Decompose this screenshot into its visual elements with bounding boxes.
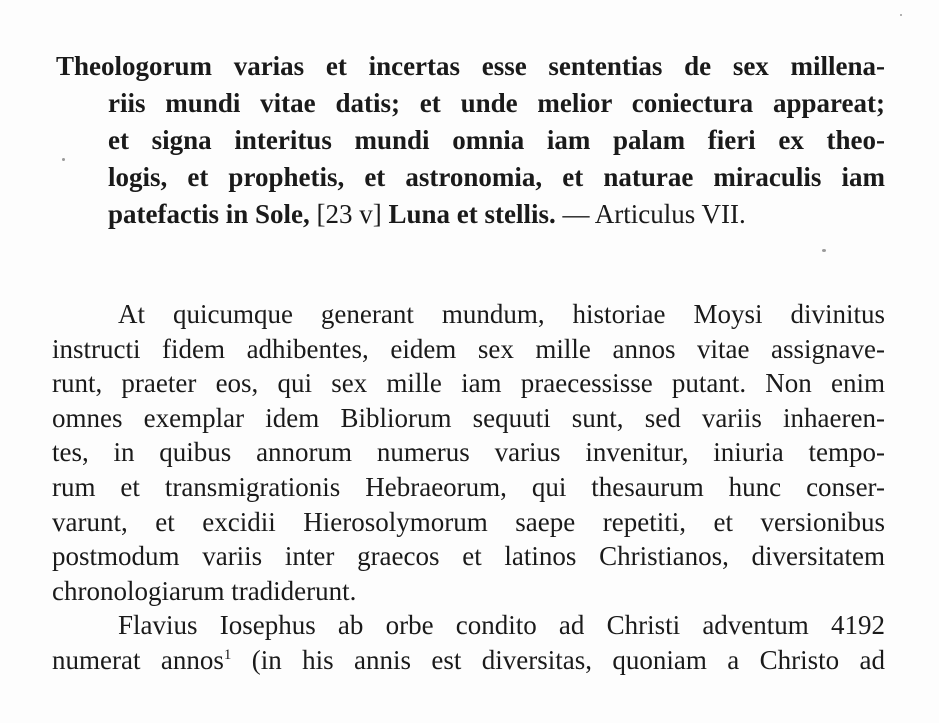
heading-line-4: logis, et prophetis, et astronomia, et naturae miraculis iam: [108, 162, 885, 192]
body-text: [52, 297, 885, 678]
paragraph-1-line-4: omnes exemplar idem Bibliorum sequuti sunt, sed variis inhaeren-: [52, 402, 885, 433]
scan-speck: [62, 158, 65, 161]
article-heading: [56, 48, 885, 233]
article-number: — Articulus VII.: [555, 199, 746, 229]
paragraph-1-line-3: runt, praeter eos, qui sex mille iam praecessisse putant. Non enim: [52, 368, 885, 399]
paragraph-2-line-2-start: numerat annos: [52, 644, 224, 675]
paragraph-2-line-1: Flavius Iosephus ab orbe condito ad Christi adventum 4192: [118, 610, 885, 641]
heading-line-5-bold: patefactis in Sole,: [108, 199, 310, 229]
paragraph-1-line-8: postmodum variis inter graecos et latinos Christianos, diversitatem: [52, 541, 885, 572]
folio-reference: [23 v]: [309, 199, 389, 229]
paragraph-2-line-2: [52, 643, 885, 678]
paragraph-1-line-6: rum et transmigrationis Hebraeorum, qui thesaurum hunc conser-: [52, 471, 885, 502]
heading-line-1: Theologorum varias et incertas esse sententias de sex millena-: [56, 51, 885, 81]
scan-speck: [822, 249, 826, 252]
heading-line-5: [56, 196, 885, 233]
paragraph-1-line-2: instructi fidem adhibentes, eidem sex mille annos vitae assignave-: [52, 333, 885, 364]
paragraph-1-line-1: At quicumque generant mundum, historiae Moysi divinitus: [118, 299, 885, 329]
heading-line-2: riis mundi vitae datis; et unde melior coniectura appareat;: [108, 88, 885, 118]
footnote-marker: 1: [223, 646, 232, 663]
paragraph-1-line-9: chronologiarum tradiderunt.: [52, 575, 357, 606]
heading-line-5-bold-2: Luna et stellis.: [388, 199, 556, 229]
paragraph-2-line-2-end: (in his annis est diversitas, quoniam a Christo ad: [231, 644, 885, 675]
heading-line-3: et signa interitus mundi omnia iam palam fieri ex theo-: [108, 125, 885, 155]
paragraph-1-line-7: varunt, et excidii Hierosolymorum saepe repetiti, et versionibus: [52, 506, 885, 537]
paragraph-1-line-5: tes, in quibus annorum numerus varius invenitur, iniuria tempo-: [52, 437, 885, 468]
scan-speck: [900, 14, 902, 16]
